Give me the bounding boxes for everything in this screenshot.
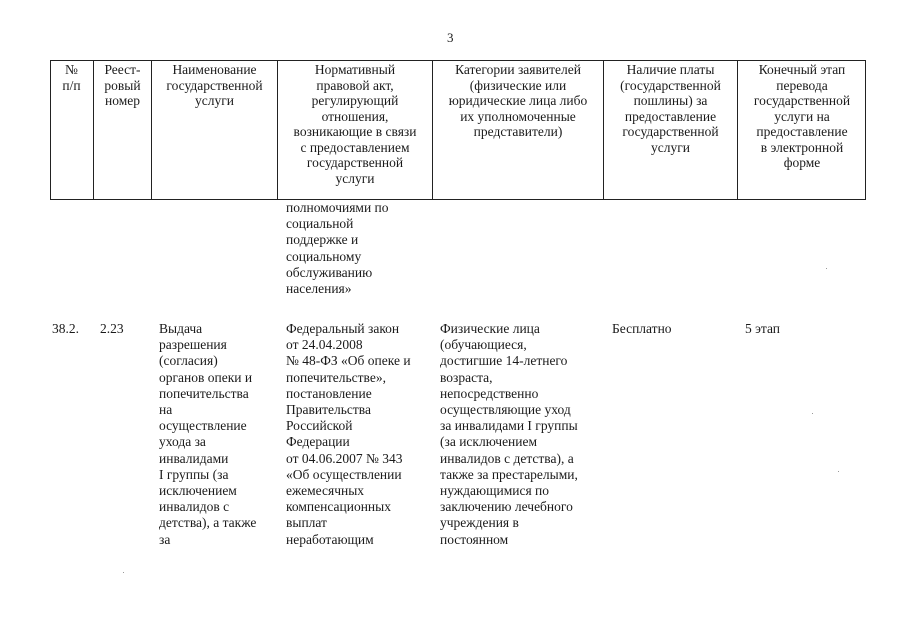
scan-speck: [838, 471, 839, 472]
row-legal-act: Федеральный закон от 24.04.2008 № 48-ФЗ «Об опеке и попечительстве», постановление Правительства Российской Федерации от 04.06.2007 № 343 «Об осуществлении ежемесячных компенсационных выплат неработающим: [286, 321, 411, 547]
scan-speck: [123, 572, 124, 573]
page-number: 3: [447, 30, 454, 45]
row-stage: 5 этап: [745, 321, 781, 336]
header-bottom-border: [50, 199, 866, 200]
row-num: 38.2.: [52, 321, 79, 336]
header-applicants: Категории заявителей (физические или юридические лица либо их уполномоченные представители): [433, 60, 604, 200]
header-fee: Наличие платы (государственной пошлины) за предоставление государственной услуги: [604, 60, 738, 200]
header-stage: Конечный этап перевода государственной услуги на предоставление в электронной форме: [753, 62, 851, 170]
row-registry: 2.23: [100, 321, 124, 336]
header-num: № п/п: [50, 60, 94, 200]
scan-speck: [826, 268, 827, 269]
row-applicants: Физические лица (обучающиеся, достигшие 14-летнего возраста, непосредственно осуществляющие уход за инвалидами I группы (за исключением инвалидов с детства), а также за престарелыми, нуждающимися по заключению лечебного учреждения в постоянном: [440, 321, 578, 547]
scan-speck: [812, 413, 813, 414]
header-service-name: Наименование государственной услуги: [152, 60, 278, 200]
row-fee: Бесплатно: [612, 321, 672, 336]
continuation-text: полномочиями по социальной поддержке и социальному обслуживанию населения»: [286, 200, 389, 297]
header-registry: Реест- ровый номер: [94, 60, 152, 200]
row-service-name: Выдача разрешения (согласия) органов опеки и попечительства на осуществление ухода за инвалидами I группы (за исключением инвалидов с детства), а также за: [159, 321, 257, 547]
header-legal-act: Нормативный правовой акт, регулирующий отношения, возникающие в связи с предоставлением государственной услуги: [278, 60, 433, 200]
